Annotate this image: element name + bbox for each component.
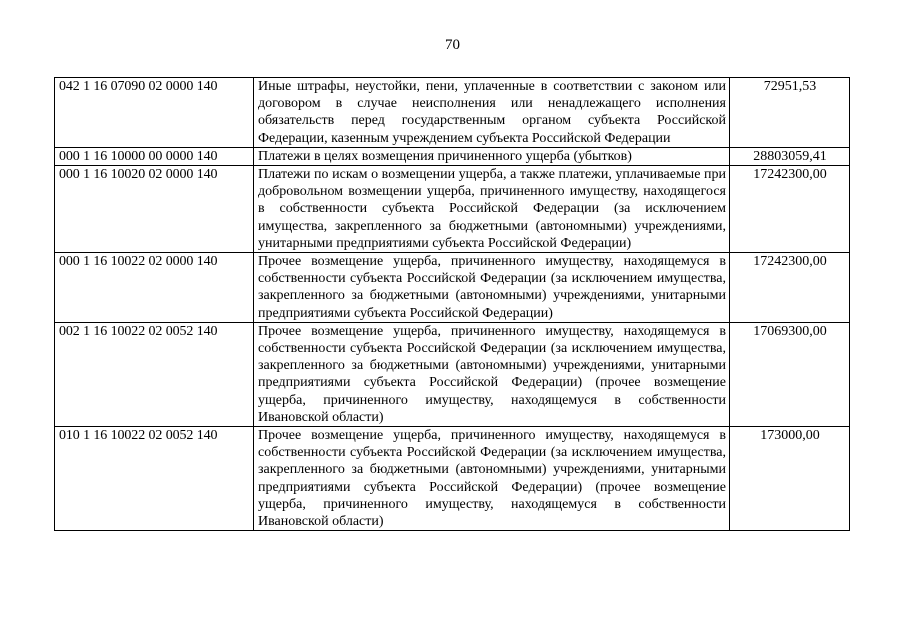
revenue-description: Прочее возмещение ущерба, причиненного имуществу, находящемуся в собственности субъекта Российской Федерации (за исключением имущества, закрепленного за бюджетными (автономными) учреждениями, унитарными предприятиями субъекта Российской Федерации) (прочее возмещение ущерба, причиненного имуществу, находящемуся в собственности Ивановской области) [254,427,730,531]
budget-revenue-table [54,77,850,531]
revenue-amount: 17069300,00 [730,322,850,426]
revenue-description: Платежи по искам о возмещении ущерба, а также платежи, уплачиваемые при добровольном возмещении ущерба, причиненного имуществу, находящегося в собственности субъекта Российской Федерации (за исключением имущества, закрепленного за бюджетными (автономными) учреждениями, унитарными предприятиями субъекта Российской Федерации) [254,166,730,253]
table-row [55,322,850,426]
budget-classification-code: 002 1 16 10022 02 0052 140 [55,322,254,426]
revenue-description: Иные штрафы, неустойки, пени, уплаченные в соответствии с законом или договором в случае неисполнения или ненадлежащего исполнения обязательств перед государственным органом субъекта Российской Федерации, казенным учреждением субъекта Российской Федерации [254,78,730,148]
budget-classification-code: 000 1 16 10000 00 0000 140 [55,147,254,165]
table-row [55,427,850,531]
table-row [55,166,850,253]
revenue-description: Прочее возмещение ущерба, причиненного имуществу, находящемуся в собственности субъекта Российской Федерации (за исключением имущества, закрепленного за бюджетными (автономными) учреждениями, унитарными предприятиями субъекта Российской Федерации) (прочее возмещение ущерба, причиненного имуществу, находящемуся в собственности Ивановской области) [254,322,730,426]
revenue-amount: 28803059,41 [730,147,850,165]
budget-classification-code: 000 1 16 10020 02 0000 140 [55,166,254,253]
budget-classification-code: 000 1 16 10022 02 0000 140 [55,253,254,323]
revenue-amount: 173000,00 [730,427,850,531]
revenue-amount: 17242300,00 [730,166,850,253]
revenue-amount: 72951,53 [730,78,850,148]
table-row [55,147,850,165]
revenue-amount: 17242300,00 [730,253,850,323]
revenue-description: Платежи в целях возмещения причиненного ущерба (убытков) [254,147,730,165]
page-number: 70 [445,37,460,53]
revenue-description: Прочее возмещение ущерба, причиненного имуществу, находящемуся в собственности субъекта Российской Федерации (за исключением имущества, закрепленного за бюджетными (автономными) учреждениями, унитарными предприятиями субъекта Российской Федерации) [254,253,730,323]
table-row [55,78,850,148]
budget-classification-code: 042 1 16 07090 02 0000 140 [55,78,254,148]
table-row [55,253,850,323]
budget-classification-code: 010 1 16 10022 02 0052 140 [55,427,254,531]
